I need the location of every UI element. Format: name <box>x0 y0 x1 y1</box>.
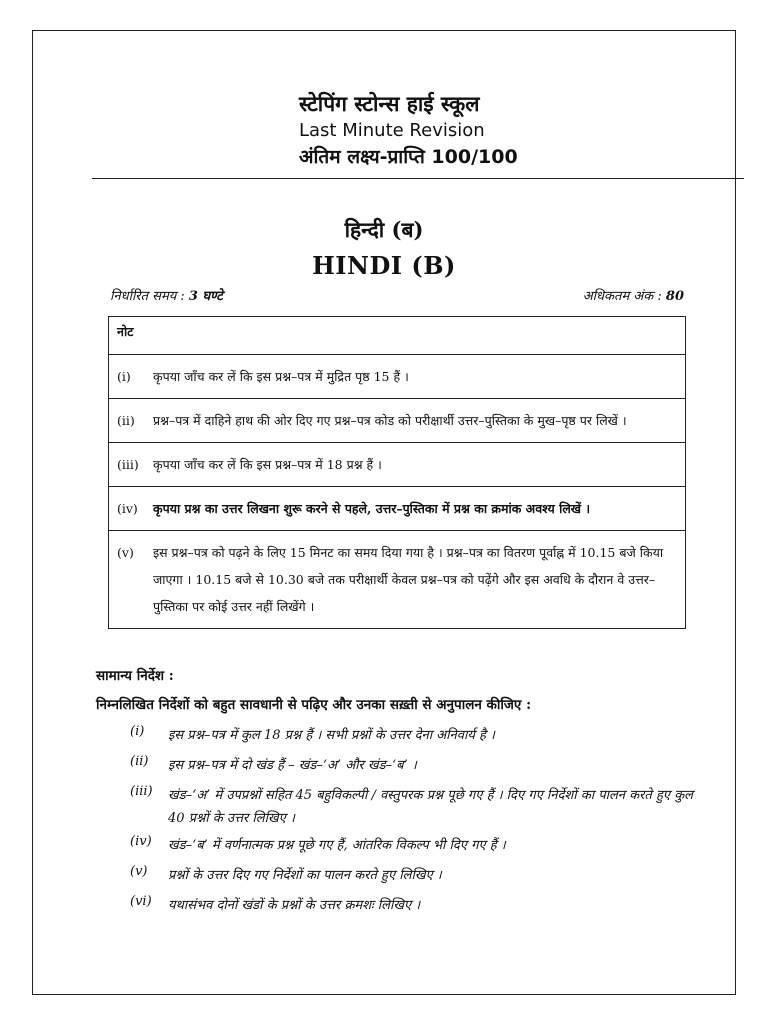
instruction-text: यथासंभव दोनों खंडों के प्रश्नों के उत्तर क्रमशः लिखिए । <box>168 898 421 913</box>
note-item-number: (ii) <box>117 413 135 428</box>
general-instructions-heading: सामान्य निर्देश : <box>96 668 174 684</box>
marks-label: अधिकतम अंक : <box>582 289 666 304</box>
instruction-number: (vi) <box>130 894 152 909</box>
time-allowed <box>110 286 223 304</box>
instruction-number: (iv) <box>130 834 152 849</box>
instruction-item <box>130 864 700 887</box>
note-item-text: कृपया प्रश्न का उत्तर लिखना शुरू करने से पहले, उत्तर–पुस्तिका में प्रश्न का क्रमांक अवश्य लिखें । <box>153 501 591 516</box>
note-item <box>109 399 685 443</box>
school-header <box>299 90 518 171</box>
instruction-text: खंड–‘अ’ में उपप्रश्नों सहित 45 बहुविकल्पी / वस्तुपरक प्रश्न पूछे गए हैं । दिए गए निर्देशों का पालन करते हुए कुल 40 प्रश्नों के उत्तर लिखिए । <box>168 788 693 826</box>
instruction-number: (v) <box>130 864 148 879</box>
note-item-text: कृपया जाँच कर लें कि इस प्रश्न–पत्र में 18 प्रश्न हैं । <box>153 457 382 472</box>
instruction-item <box>130 834 700 857</box>
time-value: 3 घण्टे <box>188 289 223 304</box>
note-heading: नोट <box>109 317 685 355</box>
note-item-text: कृपया जाँच कर लें कि इस प्रश्न–पत्र में मुद्रित पृष्ठ 15 हैं । <box>153 369 409 384</box>
note-item-number: (iii) <box>117 457 139 472</box>
note-item-number: (iv) <box>117 501 138 516</box>
note-item <box>109 443 685 487</box>
instruction-text: इस प्रश्न–पत्र में दो खंड हैं – खंड–‘अ’ और खंड–‘ब’ । <box>168 758 417 773</box>
note-item <box>109 355 685 399</box>
note-item-text: इस प्रश्न–पत्र को पढ़ने के लिए 15 मिनट का समय दिया गया है । प्रश्न–पत्र का वितरण पूर्वाह्न में 10.15 बजे किया जाएगा । 10.15 बजे से 10.30 बजे तक परीक्षार्थी केवल प्रश्न–पत्र को पढ़ेंगे और इस अवधि के दौरान वे उत्तर–पुस्तिका पर कोई उत्तर नहीं लिखेंगे । <box>153 545 664 614</box>
tagline: अंतिम लक्ष्य-प्राप्ति 100/100 <box>299 146 518 168</box>
instruction-item <box>130 754 700 777</box>
note-item <box>109 531 685 628</box>
instruction-text: खंड–‘ब’ में वर्णनात्मक प्रश्न पूछे गए हैं, आंतरिक विकल्प भी दिए गए हैं । <box>168 838 506 853</box>
instruction-number: (iii) <box>130 784 153 799</box>
note-item-text: प्रश्न–पत्र में दाहिने हाथ की ओर दिए गए प्रश्न–पत्र कोड को परीक्षार्थी उत्तर–पुस्तिका के मुख–पृष्ठ पर लिखें । <box>153 413 627 428</box>
maximum-marks <box>583 286 684 304</box>
instruction-item <box>130 784 700 830</box>
header-divider <box>92 178 744 179</box>
instruction-text: इस प्रश्न–पत्र में कुल 18 प्रश्न हैं । सभी प्रश्नों के उत्तर देना अनिवार्य है । <box>168 728 495 743</box>
note-box <box>108 316 686 629</box>
school-name: स्टेपिंग स्टोन्स हाई स्कूल <box>299 92 480 116</box>
note-item-number: (v) <box>117 545 134 560</box>
instruction-item <box>130 724 700 747</box>
note-item <box>109 487 685 531</box>
general-instructions-subheading: निम्नलिखित निर्देशों को बहुत सावधानी से पढ़िए और उनका सख़्ती से अनुपालन कीजिए : <box>96 697 532 713</box>
paper-title-hindi: हिन्दी (ब) <box>344 217 424 242</box>
instruction-number: (i) <box>130 724 145 739</box>
instruction-number: (ii) <box>130 754 149 769</box>
paper-title-english: HINDI (B) <box>312 251 456 280</box>
revision-subtitle: Last Minute Revision <box>299 120 485 141</box>
note-item-number: (i) <box>117 369 131 384</box>
instruction-text: प्रश्नों के उत्तर दिए गए निर्देशों का पालन करते हुए लिखिए । <box>168 868 442 883</box>
marks-value: 80 <box>665 289 684 304</box>
instruction-item <box>130 894 700 917</box>
time-label: निर्धारित समय : <box>110 289 189 304</box>
